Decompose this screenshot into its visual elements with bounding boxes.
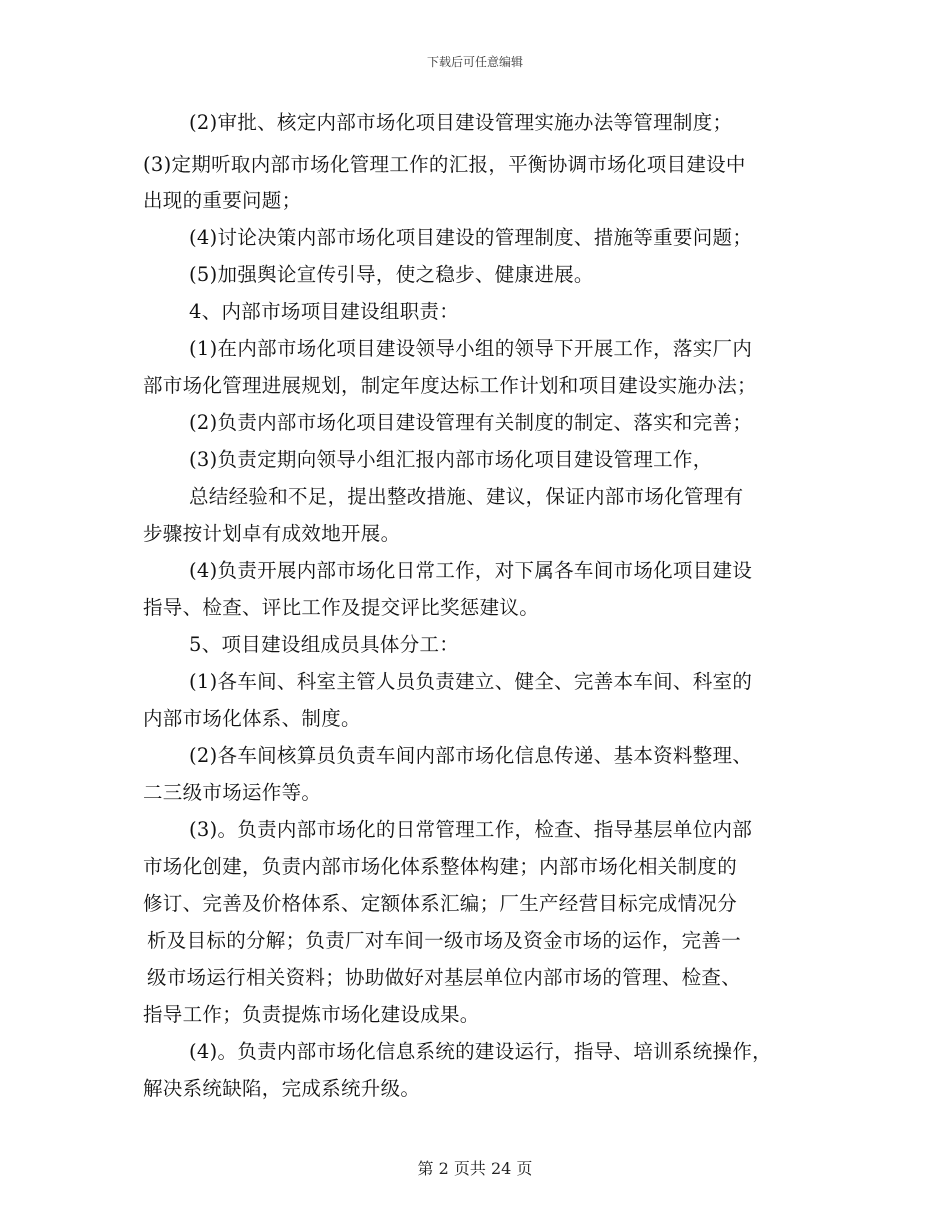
paragraph-line: (2)审批、核定内部市场化项目建设管理实施办法等管理制度； [189, 111, 733, 134]
paragraph-line: 修订、完善及价格体系、定额体系汇编；厂生产经营目标完成情况分 [143, 892, 738, 915]
section-heading: 4、内部市场项目建设组职责： [189, 300, 460, 323]
paragraph-line: (1)各车间、科室主管人员负责建立、健全、完善本车间、科室的 [189, 670, 753, 693]
paragraph-line: (3)定期听取内部市场化管理工作的汇报，平衡协调市场化项目建设中 [143, 153, 746, 176]
paragraph-line: 出现的重要问题； [143, 189, 302, 212]
section-heading: 5、项目建设组成员具体分工： [189, 633, 460, 656]
paragraph-line: (3)负责定期向领导小组汇报内部市场化项目建设管理工作， [189, 448, 713, 471]
paragraph-line: 二三级市场运作等。 [143, 781, 322, 804]
paragraph-line: (4)。负责内部市场化信息系统的建设运行，指导、培训系统操作， [189, 1040, 772, 1063]
paragraph-line: (2)各车间核算员负责车间内部市场化信息传递、基本资料整理、 [189, 744, 753, 767]
paragraph-line: (5)加强舆论宣传引导，使之稳步、健康进展。 [189, 263, 594, 286]
paragraph-line: 级市场运行相关资料；协助做好对基层单位内部市场的管理、检查、 [147, 966, 742, 989]
paragraph-line: 步骤按计划卓有成效地开展。 [143, 522, 401, 545]
page-header: 下载后可任意编辑 [426, 55, 523, 69]
paragraph-line: 市场化创建，负责内部市场化体系整体构建；内部市场化相关制度的 [143, 855, 738, 878]
paragraph-line: (4)讨论决策内部市场化项目建设的管理制度、措施等重要问题； [189, 226, 753, 249]
paragraph-line: (1)在内部市场化项目建设领导小组的领导下开展工作，落实厂内 [189, 337, 753, 360]
paragraph-line: 部市场化管理进展规划，制定年度达标工作计划和项目建设实施办法； [143, 374, 757, 397]
paragraph-line: (4)负责开展内部市场化日常工作，对下属各车间市场化项目建设 [189, 559, 753, 582]
paragraph-line: 指导工作；负责提炼市场化建设成果。 [143, 1003, 480, 1026]
paragraph-line: 析及目标的分解；负责厂对车间一级市场及资金市场的运作，完善一 [147, 929, 742, 952]
paragraph-line: 指导、检查、评比工作及提交评比奖惩建议。 [143, 596, 540, 619]
paragraph-line: (2)负责内部市场化项目建设管理有关制度的制定、落实和完善； [189, 411, 753, 434]
paragraph-line: 解决系统缺陷，完成系统升级。 [143, 1077, 421, 1100]
page-footer: 第 2 页共 24 页 [417, 1159, 533, 1178]
paragraph-line: 总结经验和不足，提出整改措施、建议，保证内部市场化管理有 [189, 485, 744, 508]
paragraph-line: (3)。负责内部市场化的日常管理工作，检查、指导基层单位内部 [189, 818, 753, 841]
paragraph-line: 内部市场化体系、制度。 [143, 707, 361, 730]
